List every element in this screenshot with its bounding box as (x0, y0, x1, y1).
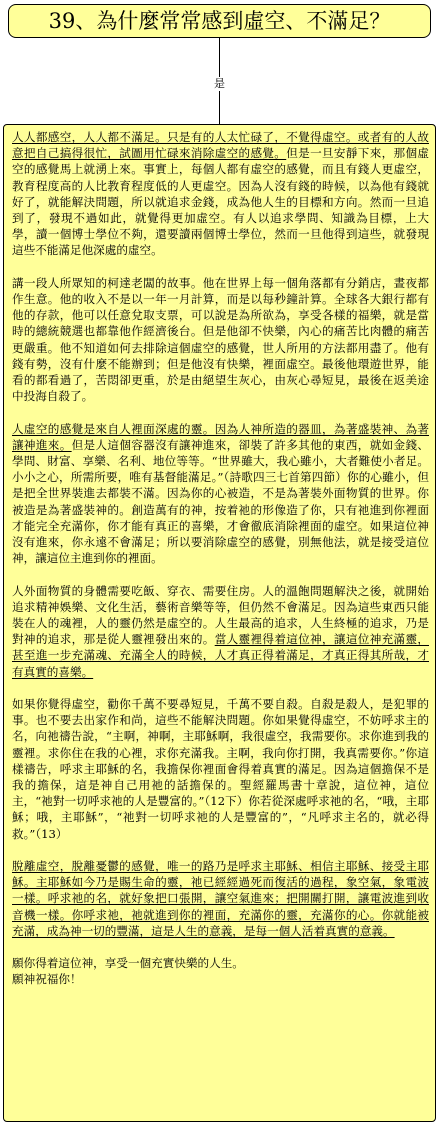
title-node (8, 4, 431, 38)
answer-paragraph (12, 275, 429, 405)
answer-paragraph (12, 858, 429, 939)
underlined-text: 當人靈裡得着這位神，讓這位神充滿靈，甚至進一步充滿魂、充滿全人的時候，人才真正得着滿足，才真正得其所哉，才有真實的喜樂。 (12, 632, 429, 679)
body-text: 如果你覺得虛空，勸你千萬不要尋短見，千萬不要自殺。自殺是殺人，是犯罪的事。也不要去出家作和尚，這些不能解決問題。你如果覺得虛空，不妨呼求主的名，向祂禱告說，“主啊，神啊，主耶穌啊，我很虛空，我需要你。求你進到我的靈裡。求你住在我的心裡，求你充滿我。主啊，我向你打開，我真需要你。”你這樣禱告，呼求主耶穌的名，我擔保你裡面會得着真實的滿足。因為這個擔保不是我的擔保，這是神自己用祂的話擔保的。聖經羅馬書十章說，這位神，這位主，“祂對一切呼求祂的人是豐富的。”（12下）你若從深處呼求祂的名，“哦，主耶穌；哦，主耶穌”，“祂對一切呼求祂的人是豐富的”，“凡呼求主名的，就必得救。”（13） (12, 697, 429, 841)
body-text: 願神祝福你！ (12, 972, 82, 987)
underlined-text: 脫離虛空，脫離憂鬱的感覺，唯一的路乃是呼求主耶穌、相信主耶穌、接受主耶穌。主耶穌如今乃是賜生命的靈，祂已經經過死而復活的過程，象空氣，象電波一樣。呼求祂的名，就好象把口張開，讓空氣進來；把開關打開，讓電波進到收音機一樣。你呼求祂，祂就進到你的裡面，充滿你的靈，充滿你的心。你就能被充滿，成為神一切的豐滿，這是人生的意義，是每一個人活着真實的意義。 (12, 859, 429, 938)
body-text: 但是人這個容器沒有讓神進來，卻裝了許多其他的東西，就如金錢、學問、財富、享樂、名利、地位等等。“世界雖大，我心雖小，大者難使小者足。小小之心，所需所要，唯有基督能滿足。”（詩歌四三七首第四節）你的心雖小，但是把全世界裝進去都裝不滿。因為你的心被造，不是為著裝外面物質的世界。你被造是為著盛裝神的。創造萬有的神，按着祂的形像造了你，只有祂進到你裡面才能完全充滿你，你才能有真正的喜樂，才會徹底消除裡面的虛空。如果這位神沒有進來，你永遠不會滿足；所以要消除虛空的感覺，別無他法，就是接受這位神，讓這位主進到你的裡面。 (12, 437, 429, 566)
answer-paragraph (12, 421, 429, 567)
body-text: 但是一旦安靜下來，那個虛空的感覺馬上就湧上來。事實上，每個人都有虛空的感覺，而且有錢人更虛空，教育程度高的人比教育程度低的人更虛空。因為人沒有錢的時候，以為他有錢就好了，就能解決問題，所以就追求金錢，成為他人生的目標和方向。然而一旦追到了，發現不過如此，就覺得更加虛空。有人以追求學問、知識為目標，上大學，讀一個博士學位不夠，還要讀兩個博士學位，然而一旦他得到這些，就發現這些不能滿足他深處的虛空。 (12, 146, 429, 258)
body-text: 願你得着這位神，享受一個充實快樂的人生。 (12, 956, 244, 971)
answer-paragraph (12, 696, 429, 842)
body-text: 講一段人所眾知的柯達老闆的故事。他在世界上每一個角落都有分銷店，晝夜都作生意。他的收入不是以一年一月計算，而是以每秒鐘計算。全球各大銀行都有他的存款，他可以任意兌取支票，可以說是為所欲為，享受各樣的福樂，就是當時的總統競選也都靠他作經濟後台。但是他卻不快樂，內心的痛苦比肉體的痛苦更嚴重。他不知道如何去排除這個虛空的感覺，世人所用的方法都用盡了。他有錢有勢，沒有什麼不能辦到；但是他沒有快樂，裡面虛空。最後他環遊世界，能看的都看過了，苦悶卻更重，於是由絕望生灰心，由灰心尋短見，最後在返美途中投海自殺了。 (12, 275, 429, 404)
answer-paragraph (12, 955, 429, 987)
underlined-text: 人虛空的感覺是來自人裡面深處的靈。因為人神所造的器皿，為著盛裝神、為著讓神進來。 (12, 421, 429, 452)
edge-label-yes: 是 (214, 77, 225, 90)
answer-paragraph (12, 129, 429, 259)
answer-paragraph (12, 583, 429, 680)
body-text: 人外面物質的身體需要吃飯、穿衣、需要住房。人的溫飽問題解決之後，就開始追求精神娛樂、文化生活，藝術音樂等等，但仍然不會滿足。因為這些東西只能裝在人的魂裡，人的靈仍然是虛空的。人生最高的追求，人生終極的追求，乃是對神的追求，那是從人靈裡發出來的。 (12, 583, 429, 647)
underlined-text: 人人都感空，人人都不滿足。只是有的人太忙碌了，不覺得虛空。或者有的人故意把自己搞得很忙，試圖用忙碌來消除虛空的感覺。 (12, 130, 429, 161)
title-text: 39、為什麼常常感到虛空、不滿足？ (48, 8, 391, 33)
answer-node (3, 124, 436, 1122)
